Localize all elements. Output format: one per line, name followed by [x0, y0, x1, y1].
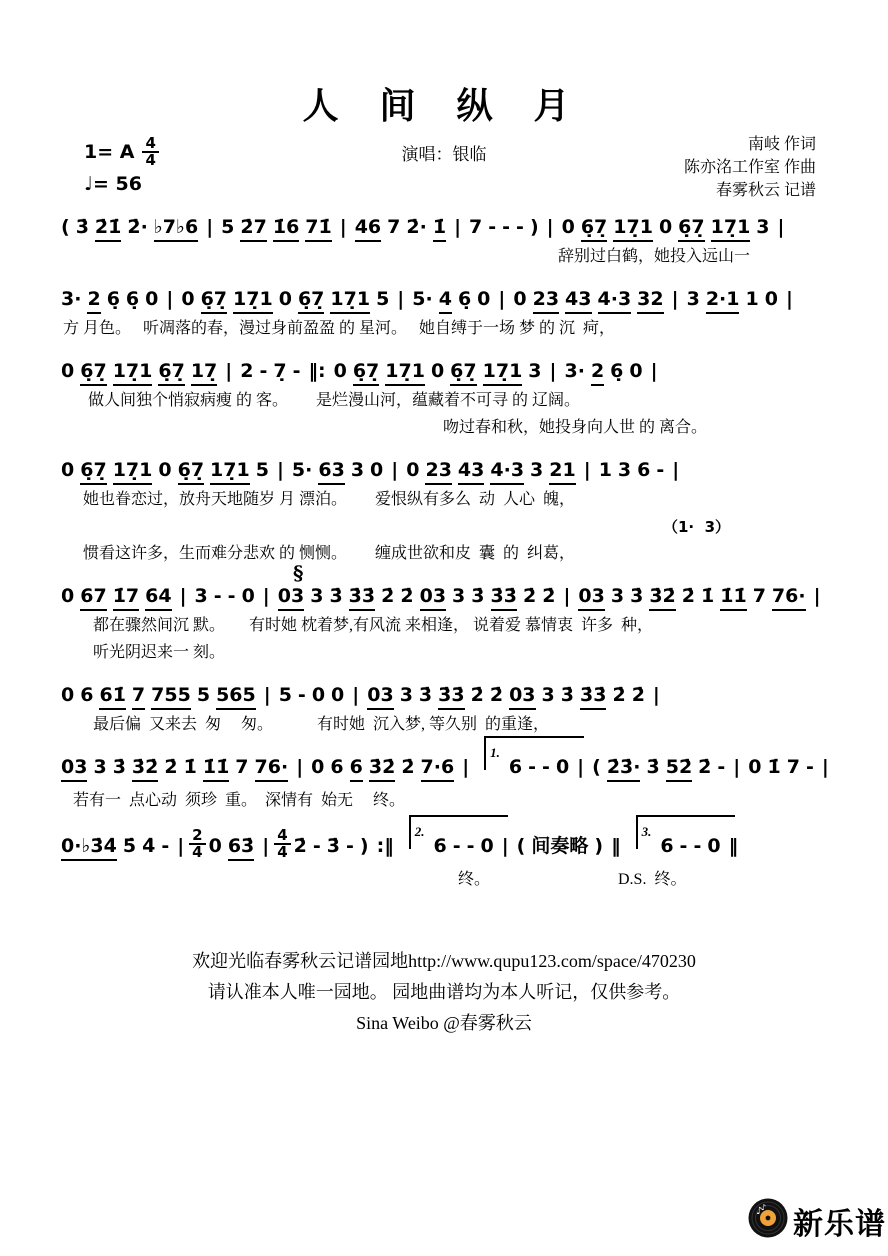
note-token: 2̇: [401, 756, 415, 778]
note-token: -: [542, 756, 550, 778]
note-token: 4: [439, 287, 452, 314]
volta-bracket: 2.: [409, 815, 509, 849]
notation-line: [58, 212, 858, 242]
note-token: 7·6: [421, 755, 455, 782]
note-token: 2·1: [706, 287, 740, 314]
lyricist-credit: 南岐 作词: [747, 136, 816, 153]
note-token: 2̇·: [127, 216, 148, 238]
note-token: 3: [350, 459, 365, 481]
note-token: 6̣: [457, 288, 472, 310]
lyric-line: 终。 D.S. 终。: [458, 871, 687, 889]
note-token: 1̇: [433, 215, 446, 242]
barline: |: [498, 288, 506, 310]
note-token: (: [592, 756, 601, 778]
time-denominator: 4: [145, 151, 156, 170]
note-token: 3·: [61, 288, 82, 310]
barline: ‖: [611, 835, 621, 858]
note-token: 3̇2̇: [649, 584, 675, 611]
barline: |: [462, 756, 470, 778]
barline: |: [733, 756, 741, 778]
note-token: 0: [333, 360, 347, 382]
svg-text:♪: ♪: [756, 1206, 763, 1217]
barline: |: [339, 216, 347, 238]
note-token: 3̇: [471, 585, 485, 607]
note-token: 7: [752, 585, 766, 607]
lyric-line: 都在骤然间沉 默。 有时她 枕着梦,有风流 来相逢， 说着爱 慕情衷 许多 种，: [93, 617, 654, 634]
note-token: 03: [509, 683, 535, 710]
note-token: 0: [555, 756, 570, 778]
note-token: 3̇: [418, 684, 433, 706]
lyric-line: 吻过春和秋，她投身向人世 的 离合。: [443, 419, 708, 436]
note-token: -: [502, 216, 511, 238]
note-token: 3: [610, 585, 625, 607]
note-token: 71̇: [305, 215, 331, 242]
note-token: 2̇: [293, 835, 307, 858]
barline: |: [821, 756, 829, 778]
note-token: 17̣1: [385, 359, 425, 386]
note-token: 4·3: [490, 458, 524, 485]
note-token: 0: [61, 585, 75, 607]
note-token: 6̣7̣: [178, 458, 204, 485]
note-token: 0: [561, 216, 575, 238]
site-watermark: [747, 1197, 886, 1244]
note-token: 3̇: [75, 216, 89, 238]
note-token: 76·: [255, 755, 289, 782]
barline: |: [671, 288, 679, 310]
note-token: 2̇1̇: [95, 215, 121, 242]
note-token: -: [516, 216, 524, 238]
note-token: 1̇1̇: [203, 755, 229, 782]
note-token: 17̣1: [613, 215, 653, 242]
barline: |: [397, 288, 405, 310]
note-token: 0: [311, 756, 325, 778]
note-token: 5: [196, 684, 211, 706]
music-system: [58, 212, 858, 269]
barline: |: [583, 459, 591, 481]
note-token: ): [529, 216, 539, 238]
notation-line: [58, 680, 858, 710]
note-token: 2̇: [400, 585, 414, 607]
note-token: 0·♭3̇4̇: [61, 834, 117, 861]
note-token: 0: [629, 360, 643, 382]
music-system: [58, 356, 858, 440]
note-token: 0: [61, 684, 75, 706]
note-token: 17̣1: [483, 359, 523, 386]
time-signature: [142, 136, 158, 169]
footer-url-line: 欢迎光临春雾秋云记谱园地http://www.qupu123.com/space/470230: [192, 951, 696, 971]
note-token: 2̇7: [240, 215, 266, 242]
note-token: 6̣7̣: [678, 215, 704, 242]
note-token: 2̇: [631, 684, 645, 706]
barline: |: [650, 360, 658, 382]
barline: |: [549, 360, 557, 382]
note-token: 565: [216, 683, 256, 710]
note-token: 17̣1: [113, 359, 153, 386]
note-token: -: [488, 216, 497, 238]
note-token: 43: [458, 458, 484, 485]
note-token: 755: [151, 683, 191, 710]
note-token: 1̇: [183, 756, 197, 778]
note-token: (: [516, 835, 526, 858]
lyric-line: 惯看这许多，生而难分悲欢 的 恻恻。 缠成世欲和皮 囊 的 纠葛，: [83, 545, 576, 562]
barline: |: [652, 684, 660, 706]
note-token: -: [213, 585, 222, 607]
barline: |: [206, 216, 214, 238]
barline: |: [177, 835, 185, 858]
music-system: [58, 824, 858, 892]
note-token: 2̇: [612, 684, 626, 706]
note-token: 5: [278, 684, 292, 706]
notation-line: [58, 824, 858, 865]
note-token: 3: [93, 756, 107, 778]
note-token: 2̇: [164, 756, 178, 778]
note-token: 21: [549, 458, 575, 485]
note-token: 6̣: [610, 360, 624, 382]
note-token: 03: [367, 683, 393, 710]
note-token: 0: [370, 459, 384, 481]
note-token: 17̣1: [113, 458, 153, 485]
note-token: 3: [617, 459, 632, 481]
note-token: 1̇1̇: [720, 584, 746, 611]
tempo-marking: ♩= 56: [84, 172, 142, 195]
note-token: 3: [528, 360, 542, 382]
footer-weibo-line: Sina Weibo @春雾秋云: [356, 1013, 532, 1033]
note-token: 0: [658, 216, 673, 238]
note-token: 2̇: [698, 756, 712, 778]
footer-block: [0, 946, 888, 1039]
note-token: 1̇: [767, 756, 781, 778]
barline: |: [813, 585, 821, 607]
note-token: 2̇: [381, 585, 395, 607]
note-token: 6̣7̣: [201, 287, 227, 314]
note-token: 0: [158, 459, 172, 481]
note-token: 2: [240, 360, 254, 382]
note-token: 1: [745, 288, 759, 310]
note-token: 0: [764, 288, 778, 310]
barline: |: [166, 288, 174, 310]
note-token: 23: [425, 458, 451, 485]
barline: ‖: [728, 835, 739, 858]
note-token: 2: [87, 287, 100, 314]
note-token: 61̇: [99, 683, 125, 710]
lyric-line: （1· 3）: [663, 518, 731, 536]
music-system: [58, 561, 858, 665]
note-token: 7: [387, 216, 401, 238]
note-token: 2̇: [470, 684, 484, 706]
note-token: 4̇: [142, 835, 156, 858]
performer-credit: 演唱：银临: [401, 145, 487, 164]
note-token: -: [717, 756, 726, 778]
note-token: 1̇7: [113, 584, 139, 611]
note-token: 3: [194, 585, 208, 607]
time-signature: $\frac{4}{4}$: [274, 828, 290, 861]
note-token: 3̇: [646, 756, 660, 778]
note-token: 6̣7̣: [80, 359, 106, 386]
note-token: 7: [786, 756, 800, 778]
note-token: 3̇: [630, 585, 644, 607]
note-token: 3·: [564, 360, 585, 382]
note-token: 6: [637, 459, 651, 481]
note-token: 46: [355, 215, 381, 242]
note-token: -: [161, 835, 170, 858]
note-token: 7: [132, 683, 145, 710]
note-token: -: [693, 835, 702, 858]
transcriber-credit: 春雾秋云 记谱: [715, 182, 816, 199]
note-token: 3̇2̇: [132, 755, 158, 782]
note-token: 6̣7̣: [581, 215, 607, 242]
note-token: 1: [598, 459, 612, 481]
svg-text:♪: ♪: [761, 1203, 767, 1212]
note-token: 0: [707, 835, 721, 858]
note-token: 2̇: [489, 684, 504, 706]
note-token: 6̣7̣: [80, 458, 106, 485]
barline: |: [352, 684, 360, 706]
note-token: 63̇: [228, 834, 254, 861]
note-token: 6̣7̣: [450, 359, 476, 386]
barline: |: [454, 216, 462, 238]
note-token: 3̇: [560, 684, 574, 706]
barline: |: [391, 459, 399, 481]
note-token: 6: [330, 756, 344, 778]
note-token: 76·: [772, 584, 806, 611]
note-token: 43: [565, 287, 591, 314]
notation-line: [58, 581, 858, 611]
lyric-line: 做人间独个悄寂病瘦 的 客。 是烂漫山河，蕴藏着不可寻 的 辽阔。: [88, 392, 581, 409]
note-token: 2̇·: [406, 216, 427, 238]
footer-disclaimer-line: 请认准本人唯一园地。 园地曲谱均为本人听记，仅供参考。: [207, 982, 681, 1002]
note-token: 4·3: [598, 287, 632, 314]
music-system: [58, 284, 858, 341]
note-token: 6: [433, 835, 447, 858]
lyric-line: 最后偏 又来去 匆 匆。 有时她 沉入梦, 等久别 的重逢，: [93, 716, 550, 733]
lyric-line: 她也眷恋过，放舟天地随岁 月 漂泊。 爱恨纵有多么 动 人心 魄，: [83, 491, 576, 508]
volta-bracket: 3.: [636, 815, 736, 849]
segno-icon: §: [293, 561, 304, 585]
note-token: 23: [533, 287, 559, 314]
notation-area: [58, 212, 858, 907]
note-token: 3̇3̇: [491, 584, 517, 611]
note-token: -: [805, 756, 814, 778]
note-token: ): [359, 835, 369, 858]
note-token: 3̇: [326, 835, 341, 858]
barline: |: [672, 459, 680, 481]
note-token: 2̇3̇·: [607, 755, 641, 782]
note-token: 32: [637, 287, 663, 314]
note-token: 6̣7̣: [353, 359, 379, 386]
note-token: 0: [477, 288, 491, 310]
barline: |: [296, 756, 304, 778]
time-signature: $\frac{2}{4}$: [189, 828, 205, 861]
note-token: -: [452, 835, 461, 858]
note-token: 17̣1: [233, 287, 273, 314]
note-token: ): [594, 835, 604, 858]
note-token: 0: [61, 360, 75, 382]
music-system: [58, 455, 858, 566]
credits-block: [684, 133, 816, 202]
barline: |: [276, 459, 284, 481]
note-token: ♭7♭6: [154, 215, 198, 242]
barline: |: [563, 585, 571, 607]
note-token: 3: [756, 216, 770, 238]
lyric-line: 听光阴迟来一 刻。: [93, 644, 226, 661]
note-token: -: [466, 835, 475, 858]
logo-text: 新乐谱: [793, 1206, 886, 1242]
song-title: 人 间 纵 月: [302, 86, 586, 126]
note-token: 3: [686, 288, 700, 310]
note-token: -: [528, 756, 537, 778]
note-token: -: [656, 459, 665, 481]
note-token: 5̇: [122, 835, 137, 858]
barline: |: [777, 216, 785, 238]
note-token: 0: [145, 288, 159, 310]
vinyl-record-icon: [747, 1197, 789, 1244]
note-token: 3̇3̇: [438, 683, 464, 710]
note-token: -: [346, 835, 354, 858]
note-token: 17̣: [191, 359, 217, 386]
barline: |: [546, 216, 554, 238]
volta-bracket: 1.: [484, 736, 584, 770]
barline: :‖: [376, 835, 394, 858]
note-token: 7: [235, 756, 249, 778]
barline: |: [225, 360, 233, 382]
lyric-line: 若有一 点心动 须珍 重。 深情有 始无 终。: [73, 792, 406, 809]
note-token: 2̇: [542, 585, 556, 607]
note-token: 0: [61, 459, 75, 481]
note-token: 0: [181, 288, 195, 310]
note-token: 6: [508, 756, 523, 778]
key-signature: [84, 136, 159, 169]
note-token: -: [297, 684, 306, 706]
note-token: 17̣1: [330, 287, 370, 314]
note-token: 3̇: [329, 585, 343, 607]
note-token: 5·: [412, 288, 433, 310]
notation-line: [58, 455, 858, 485]
note-token: 0: [480, 835, 494, 858]
note-token: 3̇3̇: [349, 584, 375, 611]
note-token: 03: [578, 584, 604, 611]
barline: |: [785, 288, 793, 310]
note-token: 0: [311, 684, 326, 706]
barline: |: [262, 835, 270, 858]
note-token: 0: [331, 684, 345, 706]
note-token: 3: [530, 459, 544, 481]
note-token: -: [312, 835, 321, 858]
note-token: 03: [420, 584, 446, 611]
note-token: 3̇3̇: [580, 683, 606, 710]
note-token: 3: [310, 585, 324, 607]
composer-credit: 陈亦洺工作室 作曲: [683, 159, 816, 176]
notation-line: [58, 284, 858, 314]
note-token: 2̇: [681, 585, 695, 607]
note-token: 2: [591, 359, 604, 386]
note-token: -: [292, 360, 301, 382]
barline: |: [577, 756, 585, 778]
note-token: 64: [145, 584, 171, 611]
notation-line: [58, 356, 858, 386]
note-token: 03: [61, 755, 87, 782]
barline: |: [262, 585, 270, 607]
note-token: 63: [318, 458, 344, 485]
note-token: 5·: [291, 459, 313, 481]
note-token: 6̣7̣: [158, 359, 184, 386]
note-token: 7̣: [273, 360, 287, 382]
note-token: 0: [406, 459, 420, 481]
note-token: 6: [350, 755, 363, 782]
note-token: 17̣1: [711, 215, 751, 242]
note-token: 6: [660, 835, 674, 858]
note-token: 3̇: [112, 756, 126, 778]
note-token: 0: [241, 585, 255, 607]
note-token: 6: [80, 684, 94, 706]
note-token: 3: [452, 585, 466, 607]
note-token: 67: [80, 584, 106, 611]
note-token: 0: [748, 756, 762, 778]
key-label: 1= A: [84, 141, 135, 164]
note-token: 3̇2̇: [369, 755, 395, 782]
note-token: 52̇: [666, 755, 692, 782]
barline: |: [263, 684, 271, 706]
note-token: 0: [278, 288, 292, 310]
note-token: 3: [399, 684, 413, 706]
note-token: 6̣: [106, 288, 120, 310]
note-token: 1̇: [701, 585, 715, 607]
note-token: 5: [255, 459, 269, 481]
note-token: 6̣7̣: [298, 287, 324, 314]
note-token: 1̇6: [273, 215, 299, 242]
note-token: 0: [208, 835, 222, 858]
lyric-line: 辞别过白鹤，她投入远山一: [558, 248, 751, 265]
note-token: 间奏略: [531, 835, 589, 858]
note-token: 17̣1: [210, 458, 250, 485]
note-token: -: [259, 360, 268, 382]
lyric-line: 方 月色。 听凋落的春，漫过身前盈盈 的 星河。 她自缚于一场 梦 的 沉 疴，: [63, 320, 616, 337]
note-token: 5: [221, 216, 235, 238]
note-token: -: [679, 835, 688, 858]
note-token: 0: [513, 288, 527, 310]
key-tempo-block: [84, 136, 159, 197]
note-token: 3: [541, 684, 555, 706]
note-token: 5: [376, 288, 390, 310]
note-token: 03: [278, 584, 304, 611]
music-system: [58, 745, 858, 813]
time-numerator: 4: [142, 136, 158, 153]
note-token: 6̣: [125, 288, 140, 310]
note-token: 7: [469, 216, 483, 238]
note-token: -: [227, 585, 236, 607]
note-token: (: [61, 216, 70, 238]
note-token: 2̇: [522, 585, 537, 607]
notation-line: [58, 745, 858, 786]
music-system: [58, 680, 858, 737]
barline: |: [501, 835, 509, 858]
barline: ‖:: [308, 360, 326, 382]
note-token: 0: [430, 360, 445, 382]
barline: |: [179, 585, 187, 607]
